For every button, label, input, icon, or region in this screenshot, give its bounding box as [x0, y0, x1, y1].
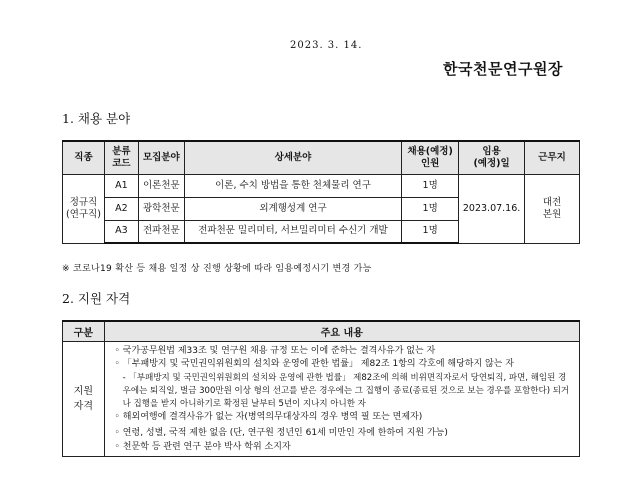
- organization-name: 한국천문연구원장: [443, 60, 563, 78]
- table-row: [63, 341, 580, 457]
- section-title-recruitment: 1. 채용 분야: [62, 111, 131, 126]
- field-cell: 전파천문: [138, 220, 184, 243]
- column-header: 분류 코드: [104, 141, 138, 174]
- qualifications-table: [62, 320, 580, 457]
- detail-cell: 외계행성계 연구: [184, 197, 401, 220]
- document-date: 2023. 3. 14.: [290, 40, 363, 51]
- count-cell: 1명: [402, 197, 459, 220]
- count-cell: 1명: [402, 174, 459, 197]
- section-title-qualifications: 2. 지원 자격: [62, 291, 131, 306]
- detail-cell: 이론, 수치 방법을 통한 천체물리 연구: [184, 174, 401, 197]
- detail-cell: 전파천문 밀리미터, 서브밀리미터 수신기 개발: [184, 220, 401, 243]
- list-item: ◦ 연령, 성별, 국적 제한 없음 (단, 연구원 정년인 61세 미만인 자에 한하여 지원 가능): [114, 428, 448, 438]
- list-item: ◦ 국가공무원법 제33조 및 연구원 채용 규정 또는 이에 준하는 결격사유가 없는 자: [114, 345, 436, 356]
- count-cell: 1명: [402, 220, 459, 243]
- column-header: 근무지: [525, 141, 580, 174]
- code-cell: A2: [104, 197, 138, 220]
- list-item: - 「부패방지 및 국민권익위원회의 설치와 운영에 관한 법률」 제82조에 의해 비위면직자로서 당연퇴직, 파면, 해임된 경우에는 퇴직일, 벌금 300만원 이상 형의 선고를 받은 경우에는 그 집행이 종료(종료된 것으로 보는 경우를 포함한다) 되거나 집행을 받지 아니하기로 확정된 날부터 5년이 지나지 아니한 자: [122, 372, 570, 409]
- column-header: 구분: [63, 321, 105, 341]
- qualification-label: 지원 자격: [63, 341, 105, 457]
- column-header: 모집분야: [138, 141, 184, 174]
- table-header-row: [63, 321, 580, 341]
- list-item: ◦ 「부패방지 및 국민권익위원회의 설치와 운영에 관한 법률」 제82조 1항의 각호에 해당하지 않는 자: [114, 359, 514, 369]
- location-cell: 대전 본원: [525, 174, 580, 243]
- appoint-date-cell: 2023.07.16.: [459, 174, 525, 243]
- column-header: 주요 내용: [104, 321, 579, 341]
- column-header: 채용(예정) 인원: [402, 141, 459, 174]
- table-header-row: [63, 141, 580, 174]
- column-header: 상세분야: [184, 141, 401, 174]
- list-item: ◦ 천문학 등 관련 연구 분야 박사 학위 소지자: [114, 441, 291, 452]
- column-header: 임용 (예정)일: [459, 141, 525, 174]
- qualification-list: [104, 341, 579, 457]
- field-cell: 광학천문: [138, 197, 184, 220]
- code-cell: A1: [104, 174, 138, 197]
- field-cell: 이론천문: [138, 174, 184, 197]
- table-row: [63, 174, 580, 197]
- job-type-cell: 정규직 (연구직): [63, 174, 105, 243]
- list-item: ◦ 해외여행에 결격사유가 없는 자(병역의무대상자의 경우 병역 필 또는 면제자): [114, 411, 423, 422]
- recruitment-table: [62, 140, 580, 244]
- code-cell: A3: [104, 220, 138, 243]
- schedule-note: ※ 코로나19 확산 등 채용 일정 상 진행 상황에 따라 임용예정시기 변경 가능: [62, 264, 372, 274]
- column-header: 직종: [63, 141, 105, 174]
